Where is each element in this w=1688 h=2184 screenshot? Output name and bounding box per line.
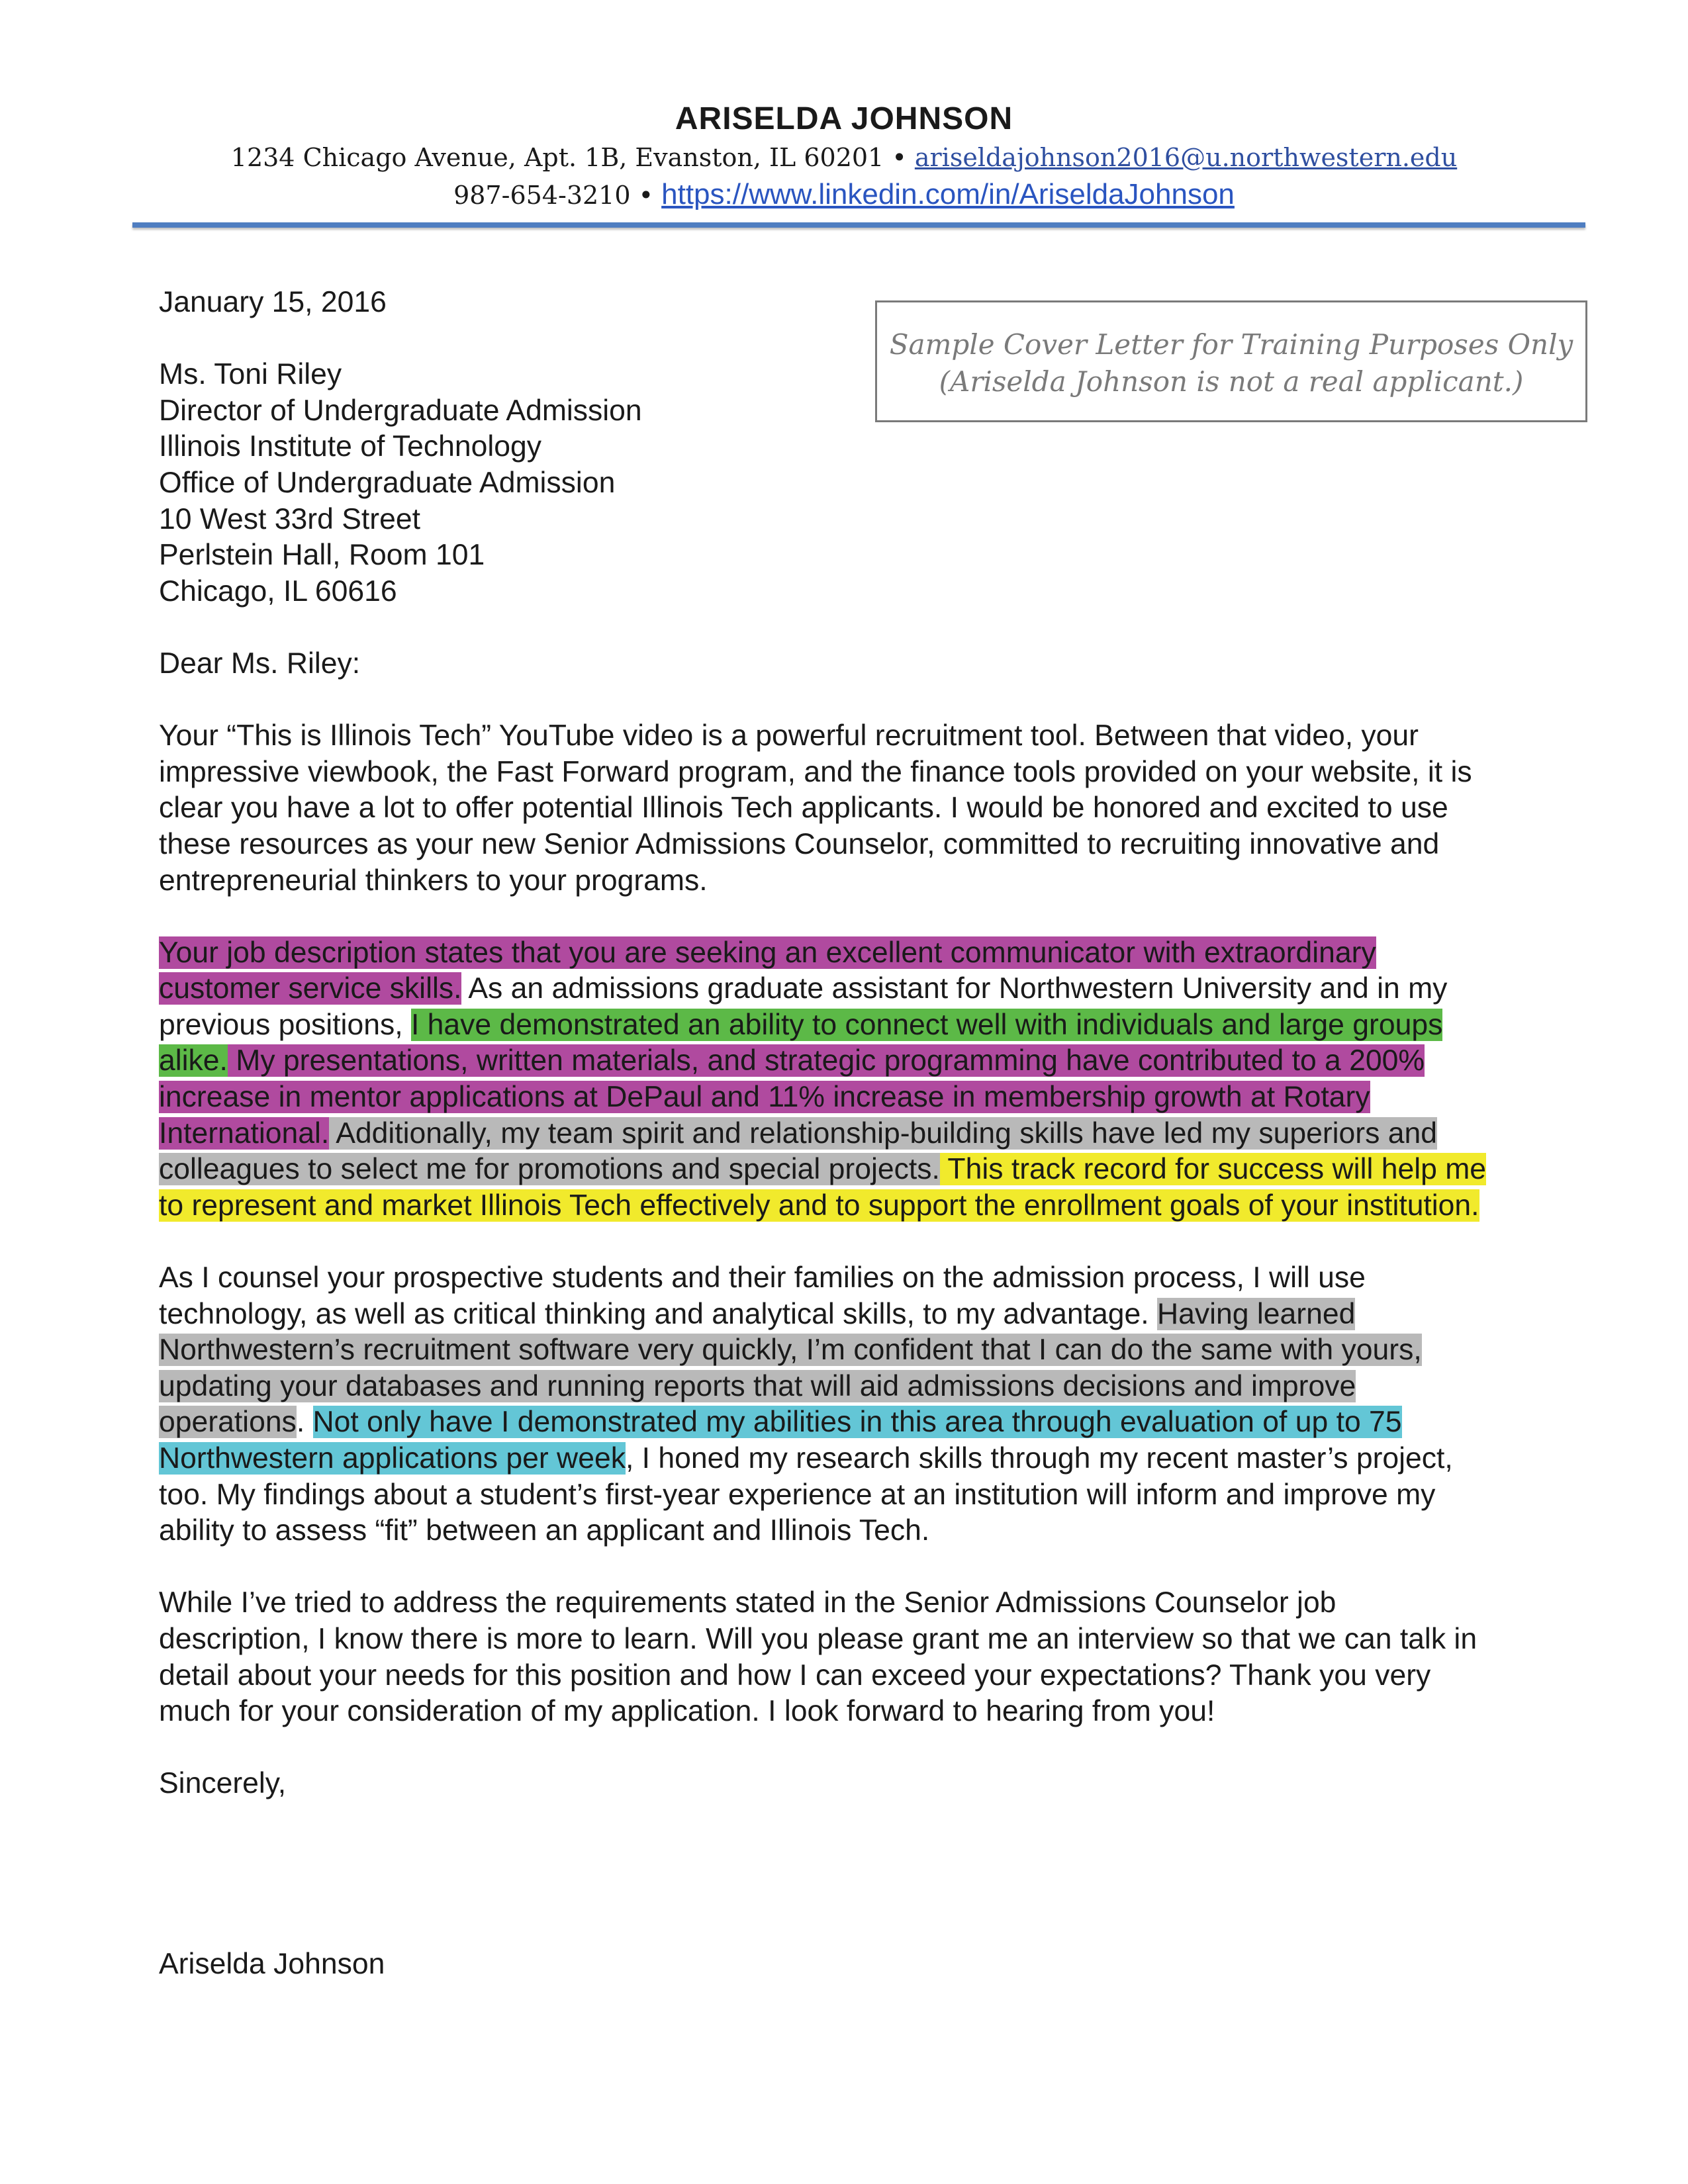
linkedin-link[interactable]: https://www.linkedin.com/in/AriseldaJohnson — [661, 178, 1235, 210]
paragraph-line — [159, 971, 1536, 1007]
letterhead — [0, 99, 1688, 214]
highlight-cyan: Northwestern applications per week — [159, 1442, 626, 1475]
paragraph-line: ability to assess “fit” between an applicant and Illinois Tech. — [159, 1514, 930, 1547]
highlight-yellow: This track record for success will help me — [939, 1153, 1487, 1186]
address: 1234 Chicago Avenue, Apt. 1B, Evanston, IL 60201 — [230, 143, 884, 172]
sample-notice-line-1: Sample Cover Letter for Training Purposes Only — [889, 328, 1573, 361]
recipient-line: 10 West 33rd Street — [159, 502, 420, 535]
letter-date: January 15, 2016 — [159, 286, 387, 318]
highlight-gray: Having learned — [1156, 1297, 1356, 1330]
highlight-magenta: My presentations, written materials, and strategic programming have contributed to a 200% — [227, 1044, 1425, 1077]
paragraph-line: Your “This is Illinois Tech” YouTube video is a powerful recruitment tool. Between that video, your — [159, 719, 1419, 752]
paragraph-line — [159, 1297, 1536, 1333]
paragraph-line — [159, 1332, 1536, 1369]
paragraph-1 — [159, 718, 1536, 899]
closing: Sincerely, — [159, 1767, 287, 1800]
contact-line-2 — [0, 176, 1688, 214]
paragraph-line — [159, 1404, 1536, 1441]
paragraph-2 — [159, 935, 1536, 1224]
highlight-gray: operations — [159, 1406, 297, 1439]
highlight-gray: Additionally, my team spirit and relationship-building skills have led my superiors and — [329, 1116, 1437, 1150]
email-link[interactable]: ariseldajohnson2016@u.northwestern.edu — [914, 143, 1458, 172]
highlight-gray: colleagues to select me for promotions and special projects. — [159, 1153, 940, 1186]
letter-body — [159, 285, 1536, 2019]
paragraph-line: clear you have a lot to offer potential Illinois Tech applicants. I would be honored and excited to use — [159, 792, 1448, 825]
paragraph-line — [159, 1441, 1536, 1477]
recipient-line: Office of Undergraduate Admission — [159, 466, 616, 499]
paragraph-line — [159, 1116, 1536, 1152]
highlight-magenta: increase in mentor applications at DePaul and 11% increase in membership growth at Rotary — [159, 1081, 1370, 1114]
paragraph-line: too. My findings about a student’s first-year experience at an institution will inform and improve my — [159, 1478, 1436, 1511]
paragraph-4 — [159, 1585, 1536, 1729]
highlight-green: I have demonstrated an ability to connect well with individuals and large groups — [410, 1008, 1443, 1041]
plain-text: , I honed my research skills through my recent master’s project, — [625, 1442, 1453, 1475]
paragraph-line — [159, 1079, 1536, 1116]
signature-space — [159, 1839, 1536, 1946]
recipient-line: Illinois Institute of Technology — [159, 430, 542, 463]
paragraph-line: As I counsel your prospective students and their families on the admission process, I will use — [159, 1261, 1366, 1295]
bullet-separator: • — [892, 143, 907, 172]
plain-text: . — [296, 1406, 313, 1439]
applicant-name: ARISELDA JOHNSON — [675, 101, 1013, 136]
paragraph-line: much for your consideration of my application. I look forward to hearing from you! — [159, 1695, 1215, 1728]
paragraph-line — [159, 1152, 1536, 1188]
recipient-line: Director of Undergraduate Admission — [159, 394, 642, 427]
salutation: Dear Ms. Riley: — [159, 647, 361, 680]
bullet-separator: • — [638, 181, 654, 210]
paragraph-line: impressive viewbook, the Fast Forward program, and the finance tools provided on your website, it is — [159, 755, 1472, 788]
paragraph-line: description, I know there is more to learn. Will you please grant me an interview so that we can talk in — [159, 1622, 1477, 1655]
plain-text: previous positions, — [159, 1008, 411, 1041]
paragraph-line — [159, 1188, 1536, 1224]
paragraph-3 — [159, 1260, 1536, 1549]
recipient-address — [159, 357, 1536, 610]
paragraph-line — [159, 935, 1536, 972]
highlight-green: alike. — [159, 1044, 228, 1077]
paragraph-line: these resources as your new Senior Admissions Counselor, committed to recruiting innovative and — [159, 827, 1440, 860]
highlight-magenta: Your job description states that you are seeking an excellent communicator with extraordinary — [159, 936, 1376, 969]
highlight-magenta: customer service skills. — [159, 972, 462, 1005]
contact-line-1 — [0, 139, 1688, 176]
highlight-cyan: Not only have I demonstrated my abilities in this area through evaluation of up to 75 — [312, 1406, 1402, 1439]
recipient-line: Ms. Toni Riley — [159, 358, 342, 391]
header-divider — [132, 222, 1585, 228]
highlight-yellow: to represent and market Illinois Tech effectively and to support the enrollment goals of your institution. — [159, 1189, 1479, 1222]
phone: 987-654-3210 — [453, 181, 631, 210]
highlight-magenta: International. — [159, 1116, 330, 1150]
paragraph-line: entrepreneurial thinkers to your programs. — [159, 864, 708, 897]
paragraph-line — [159, 1043, 1536, 1079]
highlight-gray: updating your databases and running reports that will aid admissions decisions and improve — [159, 1369, 1356, 1402]
recipient-line: Perlstein Hall, Room 101 — [159, 539, 485, 572]
paragraph-line — [159, 1007, 1536, 1044]
sample-notice-line-2: (Ariselda Johnson is not a real applicant.) — [939, 365, 1524, 398]
paragraph-line: While I’ve tried to address the requirements stated in the Senior Admissions Counselor job — [159, 1586, 1336, 1619]
signature-name: Ariselda Johnson — [159, 1947, 385, 1980]
plain-text: technology, as well as critical thinking and analytical skills, to my advantage. — [159, 1297, 1157, 1330]
recipient-line: Chicago, IL 60616 — [159, 574, 397, 608]
plain-text: As an admissions graduate assistant for Northwestern University and in my — [461, 972, 1448, 1005]
paragraph-line: detail about your needs for this position and how I can exceed your expectations? Thank you very — [159, 1659, 1431, 1692]
highlight-gray: Northwestern’s recruitment software very quickly, I’m confident that I can do the same with yours, — [159, 1334, 1422, 1367]
paragraph-line — [159, 1369, 1536, 1405]
